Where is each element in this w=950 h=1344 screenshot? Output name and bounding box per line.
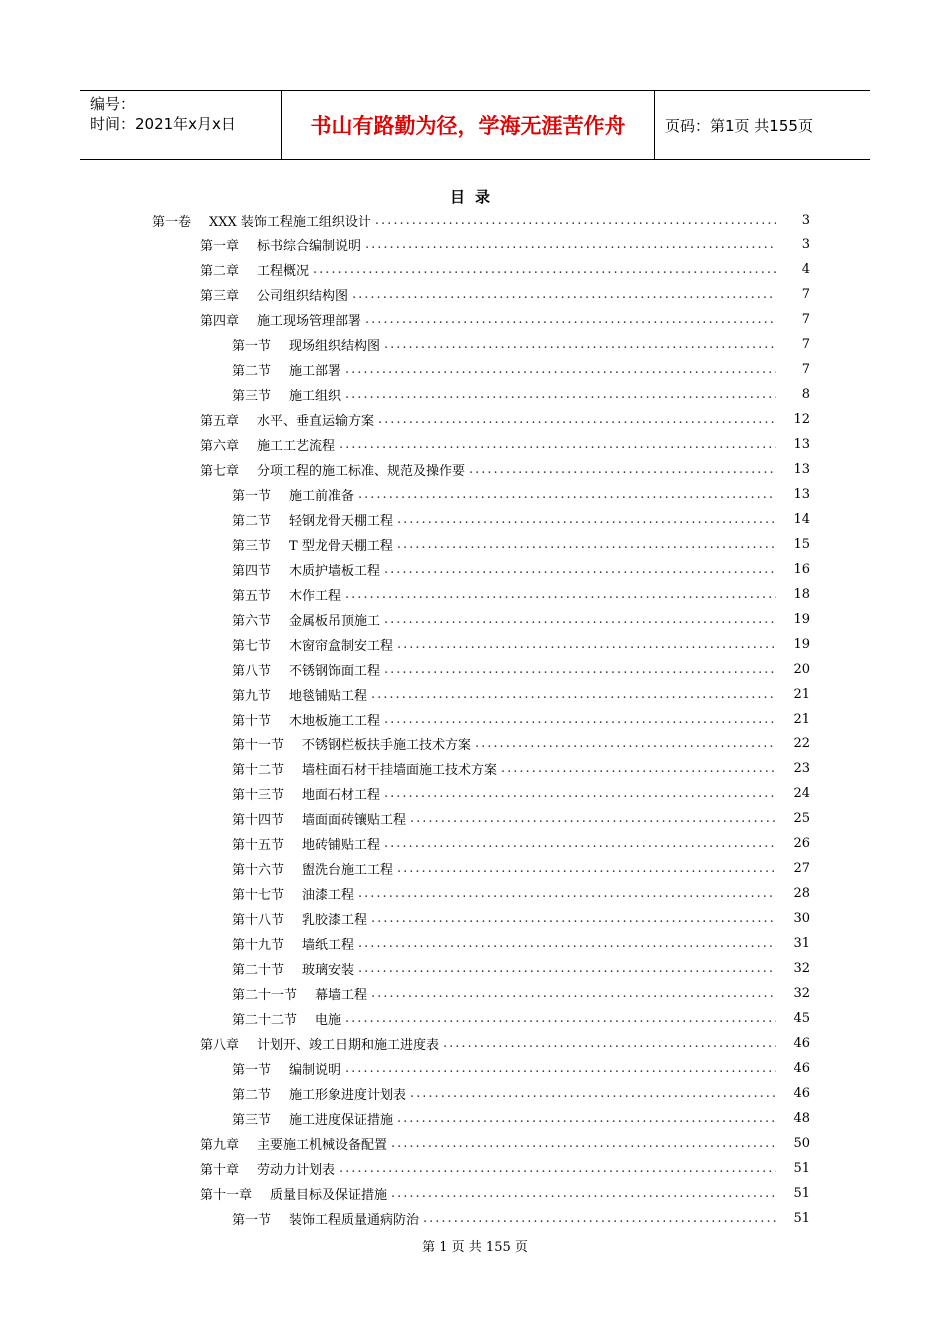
toc-entry-page: 4 [801,262,810,278]
toc-entry[interactable] [232,807,810,831]
toc-entry[interactable] [200,1131,810,1155]
toc-entry-page: 7 [801,312,810,328]
toc-entry[interactable] [200,433,810,457]
toc-entry-page: 26 [793,836,810,852]
toc-dot-leader [371,911,776,926]
toc-entry-label: 第四节 [232,563,272,579]
toc-entry[interactable] [200,458,810,482]
toc-entry-label: 第一节 [232,488,272,504]
toc-entry-label: 第二章 [200,264,240,280]
toc-entry-label: 第十章 [200,1162,240,1178]
toc-dot-leader [423,1211,776,1226]
toc-entry[interactable] [200,283,810,307]
toc-entry-label: 第四章 [200,314,240,330]
toc-dot-leader [443,1036,776,1051]
toc-entry-label: 第二十一节 [232,987,298,1003]
toc-entry-title: 施工部署 [289,364,342,380]
toc-entry-label: 第十八节 [232,913,285,929]
toc-entry-title: 盥洗台施工工程 [302,863,394,879]
toc-entry[interactable] [232,1206,810,1230]
toc-entry-page: 7 [801,362,810,378]
toc-entry-label: 第三节 [232,538,272,554]
header-page-info: 页码：第1页 共155页 [665,116,813,135]
toc-entry-page: 12 [793,412,810,428]
toc-entry-label: 第二十二节 [232,1012,298,1028]
toc-dot-leader [397,512,776,527]
toc-entry[interactable] [232,358,810,382]
toc-entry[interactable] [232,732,810,756]
toc-entry[interactable] [232,707,810,731]
toc-entry-title: 劳动力计划表 [257,1162,336,1178]
toc-entry-title: 木地板施工工程 [289,713,381,729]
toc-entry-title: 公司组织结构图 [257,289,349,305]
toc-entry-label: 第十节 [232,713,272,729]
toc-entry-page: 21 [793,711,810,727]
toc-entry-title: 轻钢龙骨天棚工程 [289,513,394,529]
toc-dot-leader [371,986,776,1001]
toc-entry[interactable] [232,1006,810,1030]
toc-entry-label: 第一章 [200,239,240,255]
toc-entry-title: 计划开、竣工日期和施工进度表 [257,1037,440,1053]
toc-entry-page: 51 [793,1210,810,1226]
toc-entry-page: 15 [793,536,810,552]
toc-entry-label: 第十一章 [200,1187,253,1203]
toc-dot-leader [384,337,776,352]
toc-entry-page: 31 [793,936,810,952]
toc-entry-page: 18 [793,586,810,602]
toc-entry-title: 不锈钢栏板扶手施工技术方案 [302,738,472,754]
toc-entry-page: 13 [793,437,810,453]
toc-entry-title: 木窗帘盒制安工程 [289,638,394,654]
toc-dot-leader [358,936,776,951]
toc-entry-page: 23 [793,761,810,777]
toc-entry-label: 第三节 [232,389,272,405]
toc-entry-title: 主要施工机械设备配置 [257,1137,388,1153]
toc-dot-leader [365,237,776,252]
toc-entry-label: 第十九节 [232,938,285,954]
toc-entry-title: 分项工程的施工标准、规范及操作要 [257,464,466,479]
toc-entry-page: 28 [793,886,810,902]
toc-entry[interactable] [232,507,810,531]
toc-entry-page: 22 [793,736,810,752]
toc-entry-title: 地砖铺贴工程 [302,838,381,854]
toc-entry-page: 46 [793,1035,810,1051]
toc-entry[interactable] [232,857,810,881]
toc-entry-label: 第十四节 [232,813,285,829]
toc-entry-page: 27 [793,861,810,877]
toc-entry-title: 墙面面砖镶贴工程 [302,813,407,829]
toc-entry-title: 不锈钢饰面工程 [289,663,381,679]
toc-entry-page: 46 [793,1085,810,1101]
header-left [90,94,280,134]
toc-entry-title: 电施 [315,1012,342,1028]
toc-entry-label: 第二十节 [232,963,285,978]
toc-entry[interactable] [200,308,810,332]
toc-dot-leader [384,662,776,677]
toc-entry-page: 20 [793,661,810,677]
toc-entry-label: 第十五节 [232,838,285,854]
toc-entry-title: 施工形象进度计划表 [289,1087,407,1103]
toc-entry-label: 第八节 [232,663,272,679]
toc-entry-label: 第一节 [232,1062,272,1078]
toc-entry-label: 第七节 [232,638,272,654]
toc-entry[interactable] [232,682,810,706]
toc-entry[interactable] [232,383,810,407]
toc-entry-page: 3 [801,212,810,228]
toc-entry-page: 13 [793,462,810,477]
toc-entry-page: 51 [793,1160,810,1176]
toc-entry-label: 第二节 [232,513,272,529]
toc-dot-leader [345,362,776,377]
toc-entry-title: 乳胶漆工程 [302,913,368,929]
toc-entry-title: 施工工艺流程 [257,439,336,455]
toc-entry-title: T 型龙骨天棚工程 [289,538,393,554]
toc-entry-label: 第二节 [232,364,272,380]
toc-dot-leader [358,961,776,976]
toc-entry-title: 质量目标及保证措施 [270,1187,388,1203]
toc-entry-page: 13 [793,486,810,502]
toc-entry[interactable] [232,882,810,906]
toc-dot-leader [397,637,776,652]
toc-entry-title: 编制说明 [289,1062,342,1078]
toc-entry-page: 3 [801,237,810,253]
toc-entry-title: 玻璃安装 [302,963,355,978]
toc-entry-title: 标书综合编制说明 [257,239,362,255]
toc-entry-page: 51 [793,1185,810,1201]
toc-dot-leader [345,1061,776,1076]
toc-dot-leader [358,487,776,502]
toc-dot-leader [391,1186,776,1201]
toc-dot-leader [410,811,776,826]
toc-entry[interactable] [232,557,810,581]
toc-entry-label: 第七章 [200,464,240,479]
toc-entry-label: 第八章 [200,1037,240,1053]
toc-entry-title: 墙纸工程 [302,938,355,954]
toc-entry-page: 46 [793,1060,810,1076]
toc-entry[interactable] [232,657,810,681]
toc-entry[interactable] [232,607,810,631]
header-divider [654,91,655,159]
toc-entry-label: 第六章 [200,439,240,455]
toc-entry-page: 19 [793,611,810,627]
toc-dot-leader [391,1136,776,1151]
header-motto: 书山有路勤为径，学海无涯苦作舟 [310,114,626,138]
toc-entry-page: 14 [793,511,810,527]
toc-entry[interactable] [152,208,810,232]
toc-entry-label: 第十七节 [232,888,285,904]
toc-entry-label: 第三节 [232,1112,272,1128]
toc-entry-label: 第五节 [232,588,272,604]
toc-entry[interactable] [200,1156,810,1180]
toc-entry[interactable] [200,1181,810,1205]
toc-entry[interactable] [232,907,810,931]
toc-entry-label: 第十三节 [232,788,285,804]
toc-entry-label: 第六节 [232,613,272,629]
toc-entry-label: 第九节 [232,688,272,704]
toc-entry-title: XXX 装饰工程施工组织设计 [209,214,371,230]
toc-dot-leader [365,312,776,327]
toc-dot-leader [339,437,776,452]
toc-entry-page: 7 [801,337,810,353]
toc-dot-leader [384,712,776,727]
toc-title: 目录 [449,188,500,206]
toc-entry-label: 第十二节 [232,763,285,779]
toc-entry-label: 第十一节 [232,738,285,754]
toc-entry-title: 现场组织结构图 [289,339,381,355]
toc-dot-leader [345,1011,776,1026]
toc-entry-title: 木作工程 [289,588,342,604]
toc-entry-title: 地面石材工程 [302,788,381,804]
toc-dot-leader [345,387,776,402]
toc-entry[interactable] [232,1081,810,1105]
toc-entry-title: 地毯铺贴工程 [289,688,368,704]
toc-entry-page: 8 [801,387,810,403]
toc-entry-title: 施工组织 [289,389,342,405]
toc-entry-page: 48 [793,1110,810,1126]
toc-entry-label: 第九章 [200,1137,240,1153]
toc-entry[interactable] [232,981,810,1005]
toc-entry-page: 24 [793,786,810,802]
toc-entry[interactable] [232,333,810,357]
toc-entry-page: 45 [793,1010,810,1026]
toc-entry-label: 第一节 [232,1212,272,1228]
toc-entry[interactable] [232,532,810,556]
toc-entry-page: 32 [793,985,810,1001]
toc-entry-title: 施工进度保证措施 [289,1112,394,1128]
toc-entry-page: 19 [793,636,810,652]
toc-dot-leader [371,687,776,702]
toc-entry-title: 工程概况 [257,264,310,280]
toc-dot-leader [313,262,776,277]
toc-dot-leader [384,786,776,801]
toc-entry-title: 木质护墙板工程 [289,563,381,579]
toc-entry-page: 16 [793,561,810,577]
toc-dot-leader [378,412,776,427]
toc-dot-leader [375,213,776,228]
toc-dot-leader [469,462,776,477]
toc-entry-title: 施工前准备 [289,488,355,504]
page-header [80,90,870,160]
document-time-label: 时间：2021年x月x日 [90,115,236,133]
toc-entry[interactable] [200,233,810,257]
document-number-label: 编号： [90,95,136,113]
toc-dot-leader [501,761,776,776]
toc-entry-title: 装饰工程质量通病防治 [289,1212,420,1228]
toc-entry-page: 25 [793,811,810,827]
toc-dot-leader [358,886,776,901]
toc-entry[interactable] [232,957,810,981]
toc-entry-label: 第一卷 [152,214,192,230]
toc-dot-leader [384,836,776,851]
toc-entry[interactable] [232,1056,810,1080]
toc-entry-page: 32 [793,961,810,976]
toc-entry-title: 幕墙工程 [315,987,368,1003]
toc-entry-page: 30 [793,911,810,927]
toc-entry[interactable] [232,757,810,781]
toc-entry-label: 第五章 [200,414,240,430]
toc-dot-leader [475,736,776,751]
toc-entry-title: 油漆工程 [302,888,355,904]
toc-entry-label: 第二节 [232,1087,272,1103]
toc-entry[interactable] [200,1031,810,1055]
toc-entry[interactable] [232,782,810,806]
toc-entry[interactable] [232,1106,810,1130]
toc-dot-leader [384,612,776,627]
toc-entry[interactable] [232,832,810,856]
toc-entry[interactable] [200,408,810,432]
toc-entry-page: 50 [793,1135,810,1151]
toc-entry-title: 施工现场管理部署 [257,314,362,330]
toc-dot-leader [410,1086,776,1101]
toc-dot-leader [397,537,776,552]
toc-entry[interactable] [200,258,810,282]
toc-dot-leader [397,861,776,876]
toc-entry[interactable] [232,632,810,656]
toc-entry-title: 墙柱面石材干挂墙面施工技术方案 [302,763,498,779]
toc-dot-leader [397,1111,776,1126]
toc-entry-title: 水平、垂直运输方案 [257,414,375,430]
toc-dot-leader [345,587,776,602]
toc-dot-leader [339,1161,776,1176]
toc-dot-leader [384,562,776,577]
toc-entry-title: 金属板吊顶施工 [289,613,381,629]
toc-entry-label: 第十六节 [232,863,285,879]
toc-entry-page: 7 [801,287,810,303]
toc-entry[interactable] [232,582,810,606]
toc-entry-label: 第一节 [232,339,272,355]
page-footer: 第 1 页 共 155 页 [422,1240,528,1255]
toc-entry[interactable] [232,482,810,506]
toc-entry[interactable] [232,932,810,956]
toc-dot-leader [352,287,776,302]
toc-entry-label: 第三章 [200,289,240,305]
toc-entry-page: 21 [793,686,810,702]
